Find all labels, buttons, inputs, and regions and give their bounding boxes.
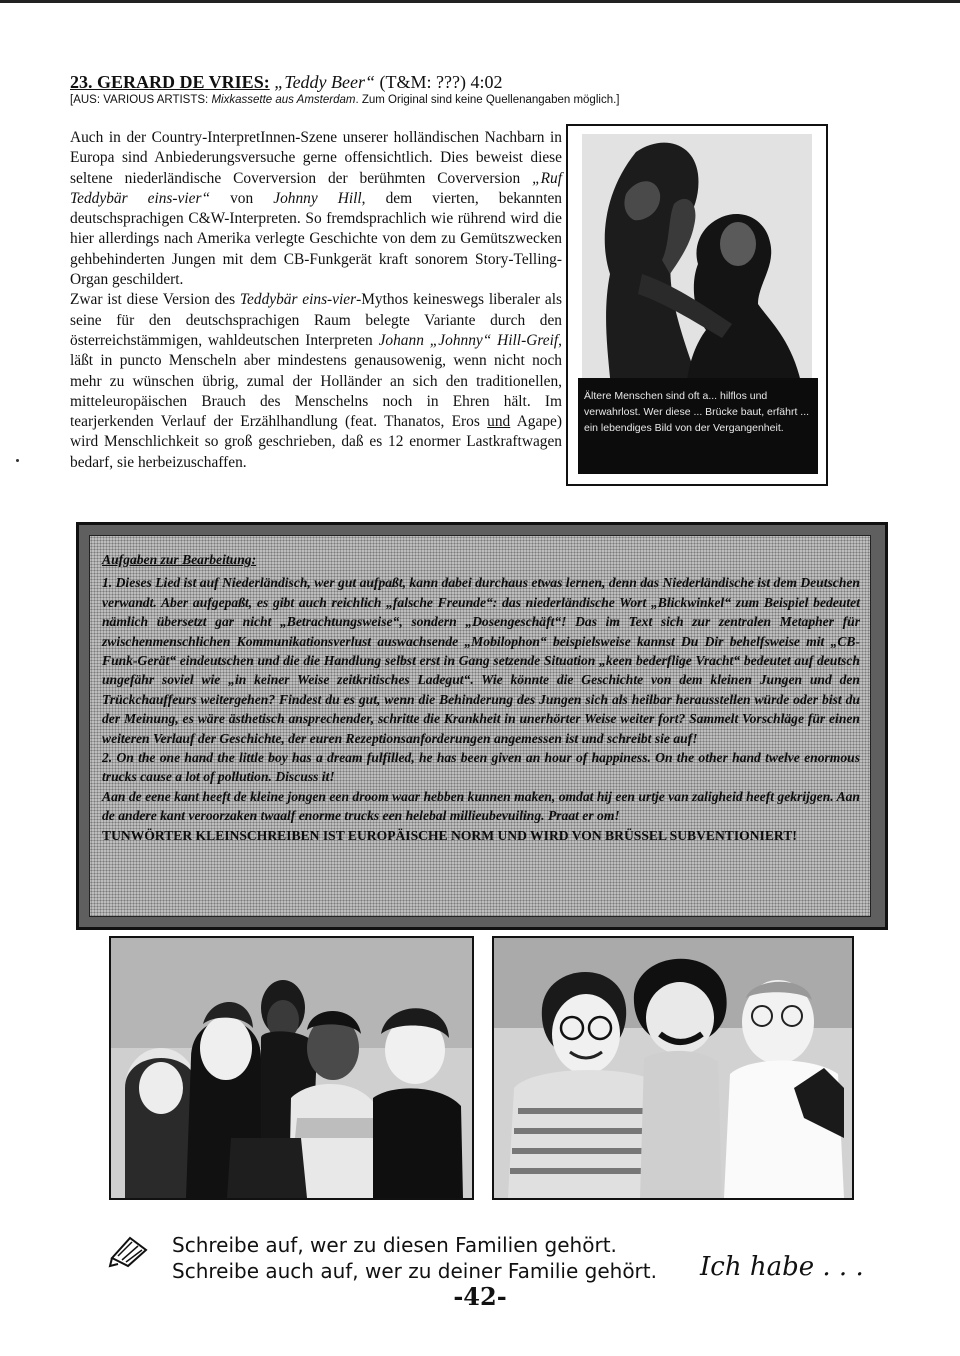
margin-dot <box>16 459 19 462</box>
article-body <box>70 128 562 473</box>
p1-text-c: , dem vierten, bekannten deutschsprachigen C&W-Interpreten. So fremdsprachlich wie rührend wird die hier allerdings nach Amerika verlegte Geschichte von dem zu Gemütszwecken gehbehinderten Jungen mit dem CB-Funkgerät kraft sonorem Story-Telling-Organ geschildert. <box>70 189 562 289</box>
task-2-dutch: Aan de eene kant heeft de kleine jongen een droom waar hebben kunnen maken, omdat hij een urtje van zaligheid heeft gekrijgen. Aan de andere kant veroorzaken twaalf enorme trucks een helebal millieubevuiling. Praat er om! <box>102 788 860 824</box>
tasks-heading: Aufgaben zur Bearbeitung: <box>102 552 257 567</box>
p1-text-b: von <box>210 189 274 207</box>
task-1: 1. Dieses Lied ist auf Niederländisch, wer gut aufpaßt, kann dabei durchaus etwas lernen, denn das Niederländische ist dem Deutschen verwandt. Aber aufgepaßt, es gibt auch reichlich „falsche Freunde“: das niederländische Wort „Blickwinkel“ zum Beispiel bedeutet nämlich übersetzt gar nicht „Betrachtungsweise“, sondern „Dosengeschäft“! Das im Text sich zur zentralen Metapher für zwischenmenschlichen Kommunikationsverlust auswachsende „Mobilophon“ beispielsweise kannst Du Dir behelfsweise mit „CB-Funk-Gerät“ eindeutschen und die die Handlung selbst erst in Gang setzende Situation „keen bederflige Vracht“ bedeutet auf deutsch ungefähr soviel wie „in keiner Weise zeitkritisches Ladegut“. Wie könnte die Geschichte von dem kleinen Jungen und den Trückchauffeurs weitergehen? Findest du es gut, wenn die Behinderung des Jungen sich als heilbar herausstellen würde oder bist du der Meinung, es wäre ästhetisch ansprechender, schritte die Krankheit in unerhörter Weise weiter fort? Sammelt Vorschläge für einen weiteren Verlauf der Geschichte, der euren Rezeptionsanforderungen angemessen ist und schreibt sie auf! <box>102 575 860 746</box>
tasks-content <box>89 535 871 917</box>
footer-line-1: Schreibe auf, wer zu diesen Familien gehört. <box>172 1233 617 1257</box>
source-prefix: [AUS: VARIOUS ARTISTS: <box>70 94 212 106</box>
p1-song-title: „Ruf Teddybär eins-vier“ <box>70 169 562 207</box>
tasks-caps-note: TUNWÖRTER KLEINSCHREIBEN IST EUROPÄISCHE NORM UND WIRD VON BRÜSSEL SUBVENTIONIERT! <box>102 827 797 843</box>
song-credits: (T&M: ???) <box>379 72 467 92</box>
source-album: Mixkassette aus Amsterdam <box>211 94 356 106</box>
family-photo-left <box>109 936 474 1200</box>
family-group-image-left <box>111 938 472 1198</box>
family-group-image-right <box>494 938 852 1198</box>
p2-text-b: -Mythos keineswegs liberaler als seine für den deutschsprachigen Raum belegte Variante durch den österreichstämmigen, wahldeutschen Interpreten <box>70 291 562 349</box>
p1-text-a: Auch in der Country-InterpretInnen-Szene unserer holländischen Nachbarn in Europa sind Anbiederungsversuche gerne offensichtlich. Dies beweist diese seltene niederländische Coverversion der berühmten Coverversion <box>70 129 562 187</box>
paragraph-2 <box>70 290 562 473</box>
handwritten-note: Ich habe . . . <box>700 1252 864 1282</box>
p2-song-title: Teddybär eins-vier <box>239 291 357 309</box>
task-2-english: 2. On the one hand the little boy has a dream fulfilled, he has been given an hour of happiness. On the other hand twelve enormous trucks cause a lot of pollution. Discuss it! <box>102 750 860 785</box>
p2-text-a: Zwar ist diese Version des <box>70 291 240 309</box>
song-heading <box>70 72 910 92</box>
sculpture-photo-frame <box>566 124 828 486</box>
source-line <box>70 93 910 107</box>
song-title: „Teddy Beer“ <box>274 72 376 92</box>
p2-text-c: , läßt in puncto Menscheln aber mindestens genausowenig, wenn nicht noch mehr zu wünschen übrig, zumal der Holländer an sich den traditionellen, mitteleuropäischen Brauch des Menschelns noch in Ehren hält. Im tearjerkenden Verlauf der Erzählhandlung (feat. Thanatos, Eros <box>70 331 562 431</box>
footer-line-2: Schreibe auch auf, wer zu deiner Familie gehört. <box>172 1259 657 1283</box>
paragraph-1 <box>70 128 562 290</box>
photo-caption: Ältere Menschen sind oft a... hilflos und verwahrlost. Wer diese ... Brücke baut, erfährt ... ein lebendiges Bild von der Vergangenheit. <box>578 378 818 474</box>
sculpture-photo <box>582 134 812 398</box>
p2-underlined-und: und <box>487 413 511 431</box>
top-rule <box>0 0 960 3</box>
tasks-box <box>76 522 888 930</box>
p2-text-d: Agape) wird Menschlichkeit so groß geschrieben, daß es 12 enormer Lastkraftwagen bedarf, sie herbeizuschaffen. <box>70 413 562 471</box>
pencil-note-icon <box>108 1232 150 1268</box>
sculpture-image <box>582 134 812 398</box>
family-photo-right <box>492 936 854 1200</box>
footer-instructions <box>172 1232 732 1284</box>
song-duration: 4:02 <box>470 72 503 92</box>
source-suffix: . Zum Original sind keine Quellenangaben möglich.] <box>355 94 620 106</box>
page-number: -42- <box>453 1282 507 1311</box>
p2-artist: Johann „Johnny“ Hill-Greif <box>378 331 559 349</box>
song-number-artist: 23. GERARD DE VRIES: <box>70 72 270 92</box>
p1-artist: Johnny Hill <box>273 189 362 207</box>
